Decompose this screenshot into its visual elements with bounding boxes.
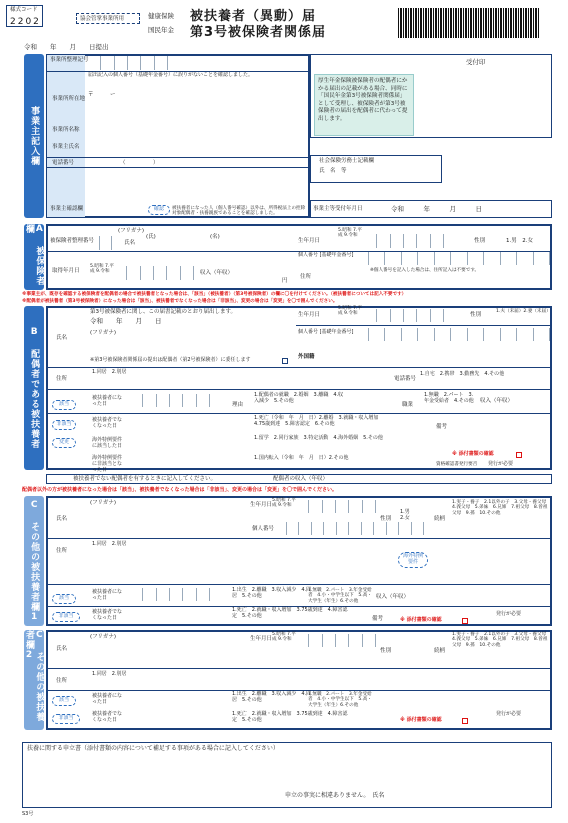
employer-section-label: 事業主記入欄 [24,54,44,218]
c2-status-oval[interactable]: 該当 [52,696,76,706]
a-gender-opts[interactable]: 1.男 2.女 [506,238,533,244]
b-mynumber: 個人番号 [基礎年金番号] [298,329,354,335]
statement-box[interactable] [22,742,552,808]
b-issue[interactable]: 発行が必要 [488,461,514,467]
warn-1: ※事業主が、既存を確認する被保険者を配偶者の場合で被扶養者となった場合は、「該当」（被扶養者）（第3号被保険者）の欄に〇を付けてください。（被扶養者については記入不要です） [22,292,407,297]
b-reason-label: 理由 [232,402,244,408]
a-name-field[interactable] [140,232,290,250]
a-birth-label: 生年月日 [298,238,321,244]
c1-gender-opts[interactable]: 1.男 2.女 [400,509,415,521]
b-era: 5.昭和 7.平成 9.令和 [338,306,363,317]
a-yen: 円 [282,278,288,284]
b-overseas: 海外特例要件に該当した日 [92,437,123,449]
section-a-label: A 被保険者欄 [24,224,44,290]
office-code-field[interactable] [88,56,168,70]
a-acquired-field[interactable] [114,266,194,280]
c2-relation: 続柄 [434,648,446,654]
warn-3: 配偶者以外の方が被扶養者になった場合は「該当」、被扶養者でなくなった場合は「非該当」、変更の場合は「変更」を〇で囲んでください。 [22,487,338,493]
c2-reason-opts[interactable]: 1.出生 2.離職 3.収入減少 4.同居 5.その他 [232,691,312,703]
stamp-label: 受付印 [466,58,486,66]
b-mynumber-field[interactable] [352,328,550,341]
c2-check-box[interactable] [462,718,468,724]
a-acquired: 取得年月日 [52,268,80,274]
b-phone-opts[interactable]: 1.自宅 2.携帯 3.勤務先 4.その他 [420,371,505,377]
form-title-sub: 第3号被保険者関係届 [190,25,327,40]
c1-name-field[interactable] [90,506,240,524]
c1-overseas-oval[interactable]: 海外特例要件 [398,552,428,568]
c2-gender: 性別 [380,648,392,654]
phone-field[interactable]: （ ） [120,160,159,166]
b-status-oval[interactable]: 該当 [52,400,76,410]
c1-job-opts[interactable]: 1.無職 2.パート 3.年金受給者 4.小・中学生以下 5.高・大学生（年生）6.その他 [308,588,372,604]
a-insured-no-field[interactable] [88,236,112,250]
b-birth: 生年月日 [298,312,321,318]
c2-status2-oval[interactable]: 非該当 [52,714,80,724]
b-check-red: ※ 添付書類の確認 [452,451,494,457]
health-insurance-label: 健康保険 [148,12,174,20]
c1-income: 収入（年収） [376,594,410,600]
office-only-box [76,13,140,24]
confirm-box-label: 事業主確認欄 [50,206,84,212]
c1-reason-opts[interactable]: 1.出生 2.離職 3.収入減少 4.同居 5.その他 [232,587,312,599]
b-remarks: 備考 [436,424,448,430]
barcode [398,8,540,38]
b-furigana: (フリガナ) [90,330,117,336]
c1-mynumber-field[interactable] [274,522,424,535]
agent-box[interactable] [310,155,442,183]
a-address: 住所 [300,274,312,280]
a-era: 5.昭和 7.平成 9.令和 [338,228,363,239]
employer-owner-field[interactable] [88,140,308,156]
employer-address-field[interactable] [88,102,308,120]
b-name-label: 氏名 [56,335,68,341]
warn-2: ※配偶者が被扶養者（第3号被保険者）になった場合は「該当」、被扶養者でなくなった場合は「非該当」、変更の場合は「変更」を〇で囲んでください。 [22,299,338,304]
note-box: 厚生年金保険被保険者の配偶者にかかる届出の記載がある場合、同時に「国民年金第3号被保険者関係届」として受理し、被保険者が第3号被保険者の届出を配偶者に代わって提出します。 [314,74,414,136]
received-label: 事業主等受付年月日 [313,206,363,212]
c2-addr-opts[interactable]: 1.同居 2.別居 [92,671,127,677]
c1-relation: 続柄 [434,516,446,522]
b-status2-oval[interactable]: 非該当 [52,420,76,430]
b-became: 被扶養者になった日 [92,395,123,407]
form-code-label: 様式コード [10,7,38,13]
a-furigana: (フリガナ) [118,228,145,234]
b-name-field[interactable] [90,336,290,352]
b-overseas-opts[interactable]: 1.留学 2.同行家族 3.特定活動 4.海外婚姻 5.その他 [254,435,383,441]
b-status3-oval[interactable]: 変更 [52,438,76,448]
c1-check-red: ※ 添付書類の確認 [400,617,442,623]
b-sign-checkbox[interactable] [282,358,288,364]
b-became-field[interactable] [130,394,210,407]
c1-birth-field[interactable] [296,500,376,513]
c2-relation-opts[interactable]: 1.実子・養子 2.1以外の子 3.父母・養父母 4.義父母 5.弟妹 6.兄姉 7.祖父母 8.曽祖父母 9.孫 10.その他 [452,632,551,648]
b-overseas2-opts[interactable]: 1.国内転入（令和 年 月 日）2.その他 [254,455,349,461]
b-job-opts[interactable]: 1.無職 2.パート 3.年金受給者 4.その他 [424,392,474,404]
office-code-label: 事業所整理記号 [50,57,89,63]
received-date: 令和 年 月 日 [391,205,482,213]
c1-reason2-opts[interactable]: 1.死亡 2.就職・収入増加 3.75歳到達 4.障害認定 5.その他 [232,607,348,619]
b-income: 収入（年収） [480,398,514,404]
c1-mynumber: 個人番号 [252,526,275,532]
c1-remarks: 備考 [372,616,384,622]
form-code-box [6,5,43,27]
c1-ceased: 被扶養者でなくなった日 [92,609,123,621]
received-box[interactable] [310,200,552,218]
c2-name-field[interactable] [90,640,240,658]
b-submit-date: 令和 年 月 日 [90,317,162,325]
no-spouse-row [46,474,552,484]
owner-label: 事業主氏名 [52,144,80,150]
b-foreign: 外国籍 [298,354,315,360]
c1-era: 5.昭和 7.平成 9.令和 [272,498,297,509]
a-mynumber: 個人番号 [基礎年金番号] [298,252,354,258]
b-submit-text: 第3号被保険者に関し、この届書記載のとおり届出します。 [90,309,237,315]
c1-address: 住所 [56,548,68,554]
a-mynumber-field[interactable] [352,252,550,265]
c1-became: 被扶養者になった日 [92,589,123,601]
c2-job-opts[interactable]: 1.無職 2.パート 3.年金受給者 4.小・中学生以下 5.高・大学生（年生）6.その他 [308,692,372,708]
b-gender-opts[interactable]: 1.夫（未届）2.妻（未届） [496,309,551,314]
name-label: 事業所名称 [52,127,80,133]
c1-addr-opts[interactable]: 1.同居 2.別居 [92,541,127,547]
b-reason2-opts[interactable]: 1.死亡（令和 年 月 日）2.離婚 3.就職・収入増加 4.75歳到達 5.障害認定 6.その他 [254,415,384,427]
a-acq-era: 5.昭和 7.平成 9.令和 [90,264,115,275]
c1-became-field[interactable] [130,588,210,601]
page-code: S3号 [22,811,34,817]
a-insured-no: 被保険者整理番号 [50,238,95,244]
statement-sign: 申立の事実に相違ありません。 氏名 [285,792,385,799]
b-birth-field[interactable] [364,309,444,322]
phone-label: 電話番号 [52,160,75,166]
c2-birth: 生年月日 [250,636,273,642]
confirm-note: 被扶養者になった人（個人番号確認）以外は、所得税法上の控除対象配偶者・扶養親族であることを確認しました。 [172,206,306,217]
confirm-oval: 確認 [148,205,170,215]
a-name-label: 氏名 [124,240,136,246]
b-address: 住所 [56,376,68,382]
b-overseas2: 海外特例要件に非該当となった日 [92,455,123,473]
a-birth-field[interactable] [364,234,444,248]
form-title: 被扶養者（異動）届 [190,9,317,24]
b-check-box[interactable] [516,452,522,458]
a-surname: (氏) [146,234,156,240]
b-job: 職業 [402,402,414,408]
c2-name: 氏名 [56,646,68,652]
b-addr-opts[interactable]: 1.同居 2.別居 [92,369,127,375]
agent-label: 社会保険労務士記載欄 [319,158,375,164]
c1-gender: 性別 [380,516,392,522]
b-phone: 電話番号 [394,376,417,382]
c2-era: 5.昭和 7.平成 9.令和 [272,632,297,643]
c2-birth-field[interactable] [296,634,376,647]
c1-check-box[interactable] [462,618,468,624]
c1-birth: 生年月日 [250,502,273,508]
submit-date: 令和 年 月 日提出 [24,43,109,51]
b-reason-opts[interactable]: 1.配偶者の就職 2.婚姻 3.離職 4.収入減少 5.その他 [254,392,344,404]
a-given: (名) [210,234,220,240]
address-label: 事業所所在地 [52,96,86,102]
c1-status-oval[interactable]: 該当 [52,594,76,604]
c2-ceased: 被扶養者でなくなった日 [92,711,123,723]
b-no-spouse: 被扶養者でない配偶者を有するときに記入してください。 [73,476,217,482]
c1-issue[interactable]: 発行が必要 [496,611,522,617]
b-sign-note: ※第3号被保険者関係届の提出は配偶者（第2号被保険者）に委任します [90,357,251,363]
c2-became: 被扶養者になった日 [92,693,123,705]
pension-label: 国民年金 [148,26,174,34]
a-gender-label: 性別 [474,238,486,244]
section-c1-label: C その他の被扶養者欄1 [24,496,44,626]
postal-mark: 〒 ー [88,92,116,98]
c1-name: 氏名 [56,516,68,522]
a-address-field[interactable] [330,276,550,288]
statement-label: 扶養に関する申立書（添付書類の内容について補足する事項がある場合に記入してください） [27,745,279,752]
b-confirm: 資格確認書発行要否 [436,462,478,467]
b-gender: 性別 [470,312,482,318]
confirm-text: 届出記入の個人番号（基礎年金番号）に誤りがないことを確認しました。 [88,72,254,78]
c2-reason2-opts[interactable]: 1.死亡 2.就職・収入増加 3.75歳到達 4.障害認定 5.その他 [232,711,348,723]
c2-address: 住所 [56,678,68,684]
c2-check-red: ※ 添付書類の確認 [400,717,442,723]
b-spouse-income: 配偶者の収入（年収） [273,476,329,482]
employer-name-field[interactable] [88,123,308,139]
agent-name: 氏 名 等 [319,168,347,174]
c2-issue[interactable]: 発行が必要 [496,711,522,717]
c1-relation-opts[interactable]: 1.実子・養子 2.1以外の子 3.父母・養父母 4.義父母 5.弟妹 6.兄姉 7.祖父母 8.曽祖父母 9.孫 10.その他 [452,500,551,516]
b-ceased: 被扶養者でなくなった日 [92,417,123,429]
form-code: 2202 [10,17,41,27]
section-c2-label: C その他の被扶養者欄2 [24,630,44,730]
c1-furigana: (フリガナ) [90,500,117,506]
a-income: 収入（年収） [200,270,234,276]
c2-furigana: (フリガナ) [90,634,117,640]
office-only-label: 協会管掌事業所用 [80,16,125,22]
c1-status2-oval[interactable]: 非該当 [52,612,80,622]
a-address-note: ※個人番号を記入した場合は、住所記入は不要です。 [370,268,480,273]
section-b-label: B 配偶者である被扶養者 [24,306,44,470]
